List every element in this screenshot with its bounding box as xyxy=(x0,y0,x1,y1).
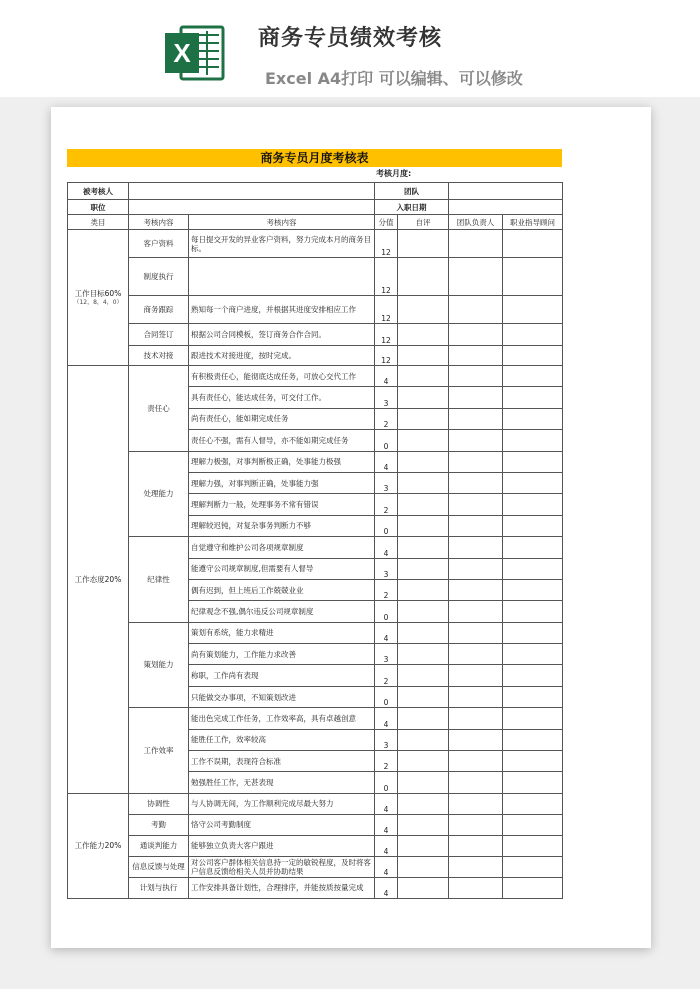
self-score-cell[interactable] xyxy=(398,387,449,408)
table-row xyxy=(68,877,563,898)
self-score-cell[interactable] xyxy=(398,258,449,296)
advisor-score-cell[interactable] xyxy=(503,856,563,877)
content-cell: 每日提交开发的异业客户资料，努力完成本月的商务目标。 xyxy=(189,230,375,258)
advisor-score-cell[interactable] xyxy=(503,408,563,429)
excel-icon xyxy=(163,21,227,85)
score-cell: 4 xyxy=(375,814,398,835)
self-score-cell[interactable] xyxy=(398,472,449,493)
score-cell: 4 xyxy=(375,451,398,472)
advisor-score-cell[interactable] xyxy=(503,772,563,793)
join-date-label: 入职日期 xyxy=(375,200,449,215)
page-header xyxy=(0,0,700,100)
self-score-cell[interactable] xyxy=(398,772,449,793)
advisor-score-cell[interactable] xyxy=(503,472,563,493)
score-cell: 4 xyxy=(375,708,398,729)
column-header: 分值 xyxy=(375,215,398,230)
advisor-score-cell[interactable] xyxy=(503,515,563,536)
item-cell: 客户资料 xyxy=(129,230,189,258)
join-date-value[interactable] xyxy=(449,200,563,215)
advisor-score-cell[interactable] xyxy=(503,451,563,472)
item-cell: 纪律性 xyxy=(129,537,189,623)
team-lead-score-cell[interactable] xyxy=(449,430,503,451)
item-cell: 信息反馈与处理 xyxy=(129,856,189,877)
advisor-score-cell[interactable] xyxy=(503,601,563,622)
column-header: 职业指导顾问 xyxy=(503,215,563,230)
content-cell: 理解较迟钝，对复杂事务判断力不够 xyxy=(189,515,375,536)
content-cell: 根据公司合同模板，签订商务合作合同。 xyxy=(189,324,375,346)
team-lead-score-cell[interactable] xyxy=(449,494,503,515)
content-cell: 尚有责任心，能如期完成任务 xyxy=(189,408,375,429)
score-cell: 0 xyxy=(375,772,398,793)
score-cell: 3 xyxy=(375,558,398,579)
content-cell: 能胜任工作，效率较高 xyxy=(189,729,375,750)
content-cell: 称职，工作尚有表现 xyxy=(189,665,375,686)
team-lead-score-cell[interactable] xyxy=(449,230,503,258)
content-cell: 纪律观念不强,偶尔违反公司规章制度 xyxy=(189,601,375,622)
item-cell: 责任心 xyxy=(129,366,189,452)
advisor-score-cell[interactable] xyxy=(503,622,563,643)
score-cell: 2 xyxy=(375,494,398,515)
score-cell: 3 xyxy=(375,472,398,493)
self-score-cell[interactable] xyxy=(398,515,449,536)
advisor-score-cell[interactable] xyxy=(503,835,563,856)
category-cell xyxy=(68,230,129,366)
column-header: 考核内容 xyxy=(129,215,189,230)
content-cell: 自觉遵守和维护公司各项规章制度 xyxy=(189,537,375,558)
self-score-cell[interactable] xyxy=(398,430,449,451)
content-cell: 责任心不强，需有人督导，亦不能如期完成任务 xyxy=(189,430,375,451)
team-lead-score-cell[interactable] xyxy=(449,579,503,600)
score-cell: 12 xyxy=(375,324,398,346)
table-row xyxy=(68,324,563,346)
table-row xyxy=(68,230,563,258)
score-cell: 3 xyxy=(375,729,398,750)
team-lead-score-cell[interactable] xyxy=(449,296,503,324)
table-row xyxy=(68,258,563,296)
item-cell: 计划与执行 xyxy=(129,877,189,898)
team-label: 团队 xyxy=(375,183,449,200)
table-row xyxy=(68,366,563,387)
advisor-score-cell[interactable] xyxy=(503,258,563,296)
item-cell: 技术对接 xyxy=(129,346,189,366)
content-cell: 工作安排具备计划性，合理排序，并能按质按量完成 xyxy=(189,877,375,898)
item-cell: 商务跟踪 xyxy=(129,296,189,324)
score-cell: 12 xyxy=(375,230,398,258)
self-score-cell[interactable] xyxy=(398,835,449,856)
team-lead-score-cell[interactable] xyxy=(449,537,503,558)
advisor-score-cell[interactable] xyxy=(503,814,563,835)
column-header: 考核内容 xyxy=(189,215,375,230)
score-cell: 4 xyxy=(375,537,398,558)
content-cell: 熟知每一个商户进度，并根据其进度安排相应工作 xyxy=(189,296,375,324)
self-score-cell[interactable] xyxy=(398,856,449,877)
self-score-cell[interactable] xyxy=(398,324,449,346)
column-header: 类目 xyxy=(68,215,129,230)
team-lead-score-cell[interactable] xyxy=(449,324,503,346)
advisor-score-cell[interactable] xyxy=(503,665,563,686)
content-cell: 工作不误期，表现符合标准 xyxy=(189,751,375,772)
table-row xyxy=(68,835,563,856)
team-lead-score-cell[interactable] xyxy=(449,877,503,898)
team-lead-score-cell[interactable] xyxy=(449,258,503,296)
self-score-cell[interactable] xyxy=(398,729,449,750)
page-subtitle: Excel A4打印 可以编辑、可以修改 xyxy=(265,69,523,88)
table-row xyxy=(68,814,563,835)
item-cell: 处理能力 xyxy=(129,451,189,537)
score-cell: 12 xyxy=(375,346,398,366)
position-value[interactable] xyxy=(129,200,375,215)
content-cell: 理解力强，对事判断正确，处事能力强 xyxy=(189,472,375,493)
evaluation-table xyxy=(67,182,563,899)
content-cell: 具有责任心，能达成任务，可交付工作。 xyxy=(189,387,375,408)
self-score-cell[interactable] xyxy=(398,601,449,622)
team-lead-score-cell[interactable] xyxy=(449,729,503,750)
team-lead-score-cell[interactable] xyxy=(449,751,503,772)
advisor-score-cell[interactable] xyxy=(503,230,563,258)
team-lead-score-cell[interactable] xyxy=(449,601,503,622)
category-cell: 工作态度20% xyxy=(68,366,129,794)
content-cell: 跟进技术对接进度，按时完成。 xyxy=(189,346,375,366)
advisor-score-cell[interactable] xyxy=(503,579,563,600)
team-lead-score-cell[interactable] xyxy=(449,515,503,536)
self-score-cell[interactable] xyxy=(398,579,449,600)
team-lead-score-cell[interactable] xyxy=(449,665,503,686)
advisor-score-cell[interactable] xyxy=(503,751,563,772)
self-score-cell[interactable] xyxy=(398,451,449,472)
self-score-cell[interactable] xyxy=(398,751,449,772)
score-cell: 4 xyxy=(375,835,398,856)
advisor-score-cell[interactable] xyxy=(503,686,563,707)
team-lead-score-cell[interactable] xyxy=(449,772,503,793)
content-cell: 与人协调无间，为工作顺利完成尽最大努力 xyxy=(189,793,375,814)
content-cell: 只能做交办事项，不知策划改进 xyxy=(189,686,375,707)
team-lead-score-cell[interactable] xyxy=(449,835,503,856)
table-row xyxy=(68,708,563,729)
score-cell: 12 xyxy=(375,258,398,296)
item-cell: 工作效率 xyxy=(129,708,189,794)
self-score-cell[interactable] xyxy=(398,346,449,366)
content-cell: 有积极责任心，能彻底达成任务，可放心交代工作 xyxy=(189,366,375,387)
team-lead-score-cell[interactable] xyxy=(449,856,503,877)
self-score-cell[interactable] xyxy=(398,793,449,814)
item-cell: 协调性 xyxy=(129,793,189,814)
team-value[interactable] xyxy=(449,183,563,200)
spreadsheet-page xyxy=(51,107,651,948)
advisor-score-cell[interactable] xyxy=(503,793,563,814)
team-lead-score-cell[interactable] xyxy=(449,366,503,387)
self-score-cell[interactable] xyxy=(398,708,449,729)
advisor-score-cell[interactable] xyxy=(503,296,563,324)
name-value[interactable] xyxy=(129,183,375,200)
score-cell: 0 xyxy=(375,430,398,451)
content-cell xyxy=(189,258,375,296)
self-score-cell[interactable] xyxy=(398,814,449,835)
advisor-score-cell[interactable] xyxy=(503,346,563,366)
team-lead-score-cell[interactable] xyxy=(449,622,503,643)
score-cell: 0 xyxy=(375,686,398,707)
advisor-score-cell[interactable] xyxy=(503,324,563,346)
team-lead-score-cell[interactable] xyxy=(449,387,503,408)
advisor-score-cell[interactable] xyxy=(503,430,563,451)
self-score-cell[interactable] xyxy=(398,877,449,898)
score-cell: 4 xyxy=(375,366,398,387)
item-cell: 制度执行 xyxy=(129,258,189,296)
advisor-score-cell[interactable] xyxy=(503,494,563,515)
team-lead-score-cell[interactable] xyxy=(449,814,503,835)
self-score-cell[interactable] xyxy=(398,366,449,387)
content-cell: 理解力极强，对事判断极正确，处事能力极强 xyxy=(189,451,375,472)
content-cell: 策划有系统，能力求精进 xyxy=(189,622,375,643)
score-cell: 0 xyxy=(375,601,398,622)
content-cell: 能够独立负责大客户跟进 xyxy=(189,835,375,856)
table-row xyxy=(68,856,563,877)
self-score-cell[interactable] xyxy=(398,296,449,324)
self-score-cell[interactable] xyxy=(398,230,449,258)
table-row xyxy=(68,622,563,643)
column-header: 团队负责人 xyxy=(449,215,503,230)
item-cell: 考勤 xyxy=(129,814,189,835)
advisor-score-cell[interactable] xyxy=(503,877,563,898)
score-cell: 3 xyxy=(375,644,398,665)
content-cell: 对公司客户群体相关信息持一定的敏锐程度，及时将客户信息反馈给相关人员并协助结果 xyxy=(189,856,375,877)
score-cell: 2 xyxy=(375,751,398,772)
score-cell: 4 xyxy=(375,793,398,814)
team-lead-score-cell[interactable] xyxy=(449,708,503,729)
category-cell: 工作能力20% xyxy=(68,793,129,898)
team-lead-score-cell[interactable] xyxy=(449,686,503,707)
self-score-cell[interactable] xyxy=(398,408,449,429)
form-title: 商务专员月度考核表 xyxy=(67,149,562,167)
category-label: 工作目标60% xyxy=(74,288,122,298)
content-cell: 理解判断力一般，处理事务不常有错误 xyxy=(189,494,375,515)
content-cell: 尚有策划能力，工作能力求改善 xyxy=(189,644,375,665)
table-row xyxy=(68,537,563,558)
position-label: 职位 xyxy=(68,200,129,215)
advisor-score-cell[interactable] xyxy=(503,558,563,579)
category-note: （12，8，4，0） xyxy=(73,298,123,306)
advisor-score-cell[interactable] xyxy=(503,729,563,750)
advisor-score-cell[interactable] xyxy=(503,537,563,558)
advisor-score-cell[interactable] xyxy=(503,708,563,729)
score-cell: 2 xyxy=(375,665,398,686)
table-row xyxy=(68,346,563,366)
name-label: 被考核人 xyxy=(68,183,129,200)
self-score-cell[interactable] xyxy=(398,665,449,686)
advisor-score-cell[interactable] xyxy=(503,387,563,408)
item-cell: 合同签订 xyxy=(129,324,189,346)
page-title: 商务专员绩效考核 xyxy=(258,26,443,51)
score-cell: 2 xyxy=(375,408,398,429)
score-cell: 12 xyxy=(375,296,398,324)
self-score-cell[interactable] xyxy=(398,537,449,558)
content-cell: 能出色完成工作任务，工作效率高，具有卓越创意 xyxy=(189,708,375,729)
table-row xyxy=(68,793,563,814)
team-lead-score-cell[interactable] xyxy=(449,451,503,472)
team-lead-score-cell[interactable] xyxy=(449,644,503,665)
advisor-score-cell[interactable] xyxy=(503,644,563,665)
team-lead-score-cell[interactable] xyxy=(449,346,503,366)
content-cell: 勉强胜任工作，无甚表现 xyxy=(189,772,375,793)
content-cell: 能遵守公司规章制度,但需要有人督导 xyxy=(189,558,375,579)
item-cell: 策划能力 xyxy=(129,622,189,708)
score-cell: 2 xyxy=(375,579,398,600)
advisor-score-cell[interactable] xyxy=(503,366,563,387)
team-lead-score-cell[interactable] xyxy=(449,558,503,579)
self-score-cell[interactable] xyxy=(398,622,449,643)
content-cell: 偶有迟到，但上班后工作兢兢业业 xyxy=(189,579,375,600)
table-row xyxy=(68,451,563,472)
self-score-cell[interactable] xyxy=(398,686,449,707)
self-score-cell[interactable] xyxy=(398,644,449,665)
self-score-cell[interactable] xyxy=(398,494,449,515)
column-header: 自评 xyxy=(398,215,449,230)
svg-text:X: X xyxy=(173,38,191,68)
table-row xyxy=(68,296,563,324)
content-cell: 恪守公司考勤制度 xyxy=(189,814,375,835)
score-cell: 4 xyxy=(375,856,398,877)
score-cell: 4 xyxy=(375,622,398,643)
self-score-cell[interactable] xyxy=(398,558,449,579)
score-cell: 4 xyxy=(375,877,398,898)
team-lead-score-cell[interactable] xyxy=(449,793,503,814)
item-cell: 通谈判能力 xyxy=(129,835,189,856)
team-lead-score-cell[interactable] xyxy=(449,472,503,493)
team-lead-score-cell[interactable] xyxy=(449,408,503,429)
score-cell: 0 xyxy=(375,515,398,536)
score-cell: 3 xyxy=(375,387,398,408)
month-label: 考核月度: xyxy=(376,169,412,178)
